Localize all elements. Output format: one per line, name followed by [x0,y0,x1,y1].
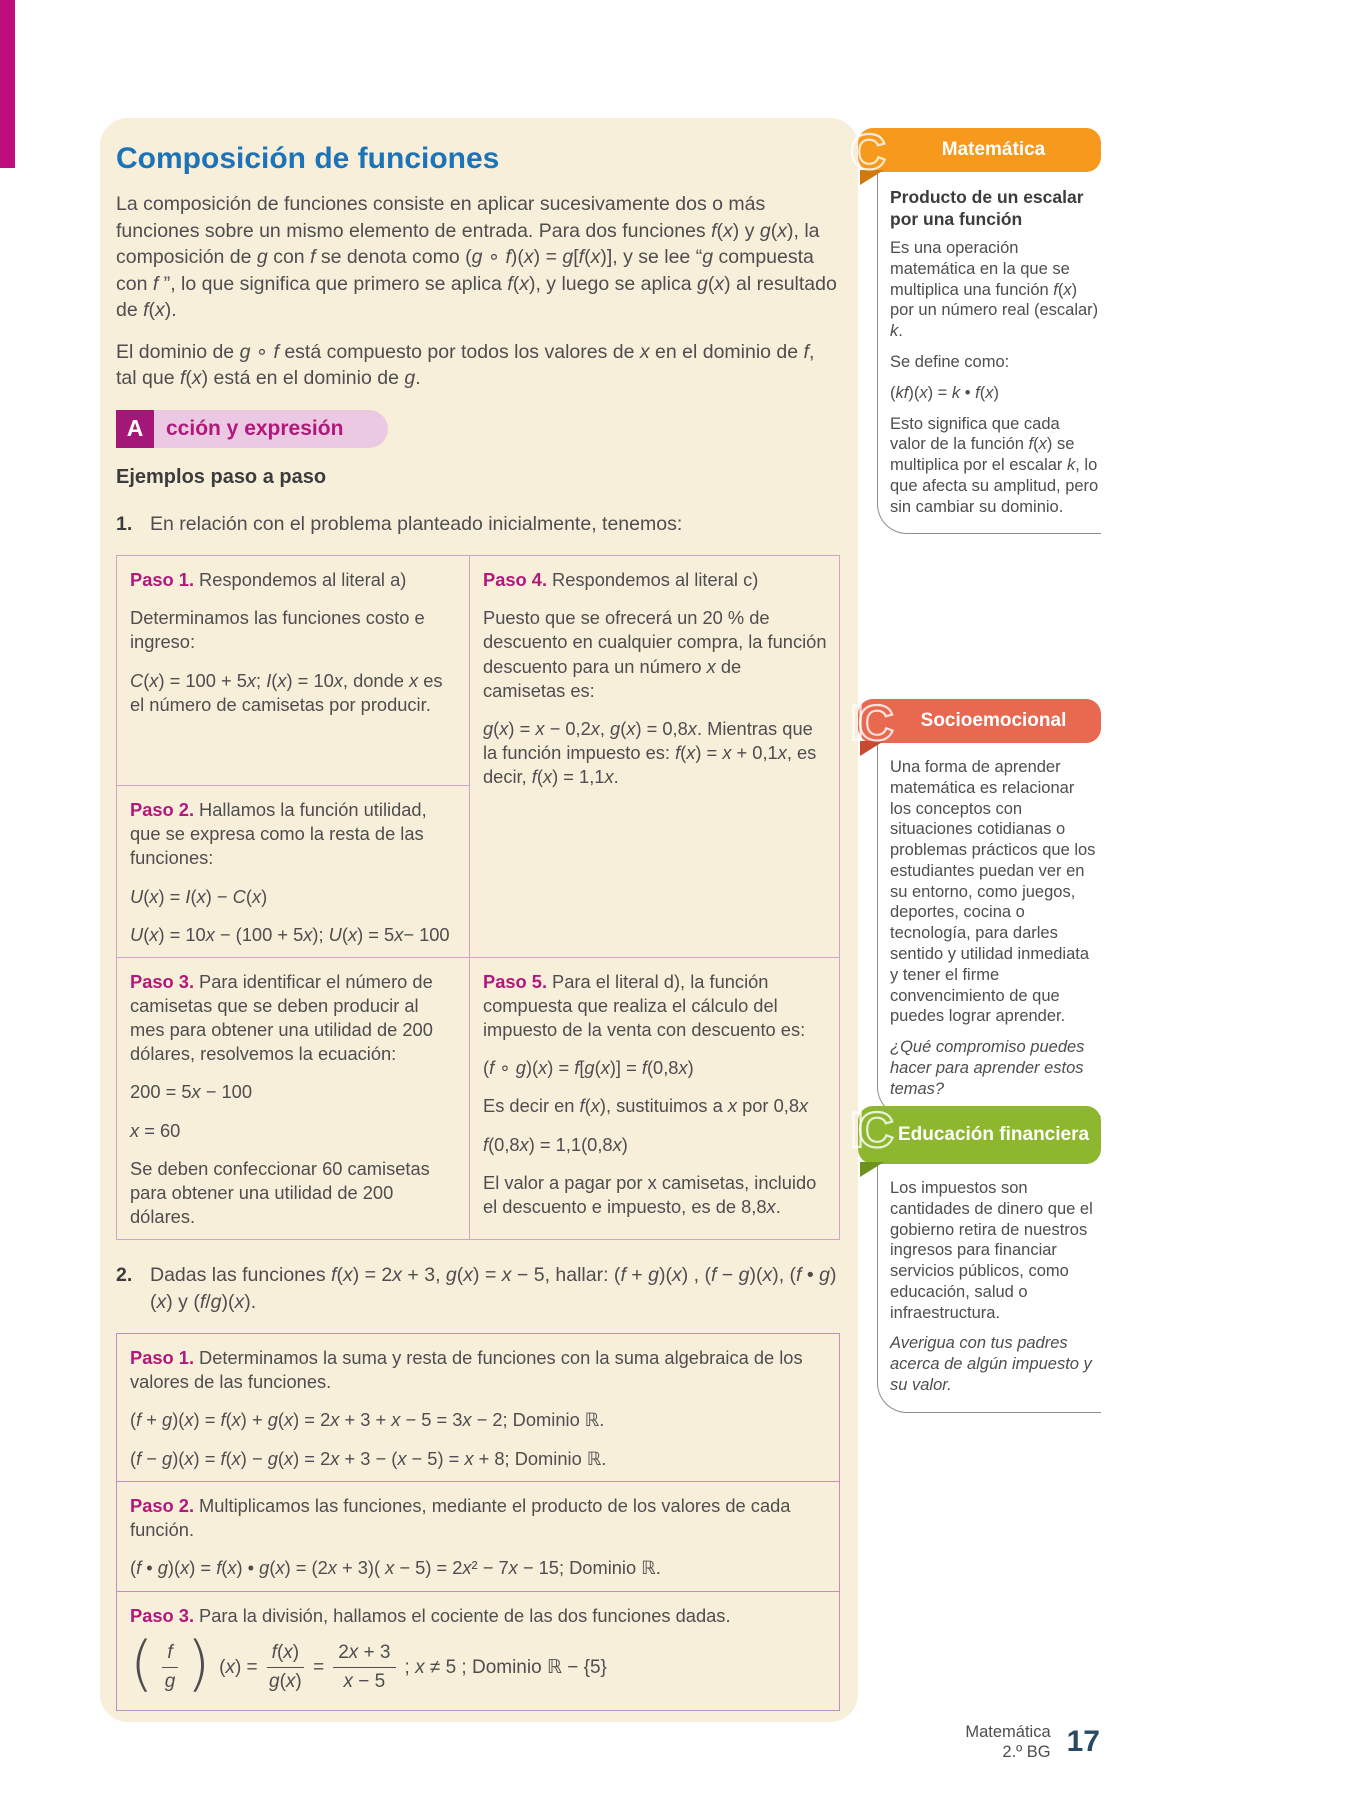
banner-label: cción y expresión [154,410,388,448]
page-number: 17 [1066,1725,1100,1759]
step-formula: (f + g)(x) = f(x) + g(x) = 2x + 3 + x − 5 = 3x − 2; Dominio ℝ. [130,1409,605,1431]
section-banner-accion-y-expresion [116,410,388,448]
numbered-item-1 [116,511,840,538]
sidebar-paragraph: Los impuestos son cantidades de dinero que el gobierno retira de nuestros ingresos para financiar servicios públicos, como educación, salud o infraestructura. [890,1179,1093,1322]
sidebar-header-socioemocional [850,695,1101,751]
step-formula: 200 = 5x − 100 [130,1081,252,1103]
fraction-argument: (x) = [219,1656,258,1678]
ribbon-fold [860,1162,884,1177]
sidebar-paragraph: Una forma de aprender matemática es relacionar los conceptos con situaciones cotidianas o problemas prácticos que los estudiantes puedan ver en su entorno, como juegos, deportes, cocina o tecnología, para darles sentido y utilidad inmediata y tener el firme convencimiento de que puedes lograr aprender. [890,758,1096,1026]
item-text: En relación con el problema planteado inicialmente, tenemos: [150,512,683,535]
sidebar-body [877,166,1101,534]
banner-initial-letter: A [116,410,154,448]
sidebar-box-matematica [850,124,1101,534]
step-formula: (f ∘ g)(x) = f[g(x)] = f(0,8x) [483,1057,694,1079]
sidebar-paragraph: Esto significa que cada valor de la función f(x) se multiplica por el escalar k, lo que afecta su amplitud, pero sin cambiar su dominio. [890,414,1099,516]
intro-paragraph-1: La composición de funciones consiste en aplicar sucesivamente dos o más funciones sobre un mismo elemento de entrada. Para dos funciones f(x) y g(x), la composición de g con f se denota como (g ∘ f)(x) = g[f(x)], y se lee “g compuesta con f ”, lo que significa que primero se aplica f(x), y luego se aplica g(x) al resultado de f(x). [116,193,837,322]
intro-paragraph-2: El dominio de g ∘ f está compuesto por todos los valores de x en el dominio de f, tal que f(x) está en el dominio de g. [116,340,815,390]
step-paragraph: El valor a pagar por x camisetas, incluido el descuento e impuesto, es de 8,8x. [483,1171,817,1217]
step-formula: (f − g)(x) = f(x) − g(x) = 2x + 3 − (x − 5) = x + 8; Dominio ℝ. [130,1447,607,1469]
ribbon-fold [860,170,884,185]
step-intro: Multiplicamos las funciones, mediante el producto de los valores de cada función. [130,1495,791,1541]
table2-row-paso-2 [117,1482,839,1591]
series-letter-icon: C [850,124,881,180]
item-text: Dadas las funciones f(x) = 2x + 3, g(x) = x − 5, hallar: (f + g)(x) , (f − g)(x), (f • g)(x) y (f/g)(x). [150,1264,837,1313]
step-label: Paso 3. [130,1604,195,1626]
table-cell-paso-5 [469,958,839,1239]
table-cell-paso-1 [117,556,469,786]
table2-row-paso-3 [117,1592,839,1710]
step-intro: Respondemos al literal a) [199,569,407,591]
sidebar-subtitle: Producto de un escalar por una función [890,187,1084,230]
main-content-panel [100,118,858,1722]
step-intro: Determinamos la suma y resta de funciones con la suma algebraica de los valores de las funciones. [130,1347,803,1393]
step-formula: C(x) = 100 + 5x; I(x) = 10x, donde x es el número de camisetas por producir. [130,669,443,715]
table-cell-paso-3 [117,958,469,1239]
examples-heading: Ejemplos paso a paso [116,465,327,488]
sidebar-header-title: Educación financiera [897,1124,1090,1146]
fraction-f-over-g: $\frac{f}{g}$ [162,1642,177,1693]
step-label: Paso 4. [483,569,548,591]
step-intro: Para identificar el número de camisetas que se deben producir al mes para obtener una utilidad de 200 dólares, resolvemos la ecuación: [130,970,433,1065]
step-intro: Respondemos al literal c) [552,569,759,591]
table2-row-paso-1 [117,1334,839,1482]
sidebar-header-matematica [850,124,1101,180]
step-intro: Hallamos la función utilidad, que se expresa como la resta de las funciones: [130,799,427,869]
footer-subject: Matemática [965,1723,1051,1741]
sidebar-header-title: Socioemocional [920,710,1067,732]
sidebar-paragraph: Se define como: [890,353,1010,371]
table-cell-paso-2 [117,786,469,958]
sidebar-header-title: Matemática [941,139,1046,161]
sidebar-note: Averigua con tus padres acerca de algún impuesto y su valor. [890,1334,1092,1395]
fraction-fx-over-gx: $\frac{f(x)}{g(x)}$ [267,1642,304,1693]
steps-table-2 [116,1333,840,1710]
step-formula: (f • g)(x) = f(x) • g(x) = (2x + 3)( x − 5) = 2x² − 7x − 15; Dominio ℝ. [130,1557,661,1579]
page-footer [860,1722,1100,1762]
page-title: Composición de funciones [116,142,500,175]
steps-table-1 [116,555,840,1240]
open-paren: ( [130,1628,154,1699]
sidebar-body [877,737,1101,1117]
sidebar-formula: (kf)(x) = k • f(x) [890,383,999,402]
footer-labels [965,1722,1050,1762]
sidebar-body [877,1158,1101,1413]
step-formula: f(0,8x) = 1,1(0,8x) [483,1133,628,1155]
sidebar-box-socioemocional [850,695,1101,1117]
step-label: Paso 1. [130,569,195,591]
step-label: Paso 2. [130,1495,195,1517]
domain-restriction: ; x ≠ 5 ; Dominio ℝ − {5} [404,1656,607,1678]
step-formula: x = 60 [130,1119,181,1141]
sidebar-question: ¿Qué compromiso puedes hacer para aprender estos temas? [890,1038,1085,1098]
sidebar-header-educacion-financiera [850,1102,1101,1164]
sidebar-paragraph: Es una operación matemática en la que se multiplica una función f(x) por un número real (escalar) k. [890,239,1099,341]
step-paragraph: Se deben confeccionar 60 camisetas para obtener una utilidad de 200 dólares. [130,1157,430,1227]
step-paragraph: Puesto que se ofrecerá un 20 % de descuento en cualquier compra, la función descuento para un número x de camisetas es: [483,607,827,701]
step-label: Paso 3. [130,970,195,992]
step-label: Paso 5. [483,970,548,992]
page-edge-accent [0,0,15,168]
item-number: 2. [116,1264,133,1287]
step-paragraph: Determinamos las funciones costo e ingreso: [130,607,425,653]
numbered-item-2 [116,1262,840,1315]
series-letters-icon: IC [850,1102,888,1158]
step-formula: U(x) = 10x − (100 + 5x); U(x) = 5x− 100 [130,923,450,945]
step-label: Paso 2. [130,799,195,821]
item-number: 1. [116,512,133,535]
sidebar-box-educacion-financiera [850,1102,1101,1413]
table-cell-paso-4 [469,556,839,958]
fraction-result: $\frac{2x + 3}{x - 5}$ [333,1642,395,1693]
equals-sign: = [313,1656,325,1678]
step-intro: Para el literal d), la función compuesta que realiza el cálculo del impuesto de la venta con descuento es: [483,970,806,1041]
ribbon-fold [860,741,884,756]
step-paragraph: Es decir en f(x), sustituimos a x por 0,8x [483,1095,809,1117]
step-formula: U(x) = I(x) − C(x) [130,885,268,907]
footer-grade: 2.º BG [1002,1743,1051,1762]
step-formula: g(x) = x − 0,2x, g(x) = 0,8x. Mientras que la función impuesto es: f(x) = x + 0,1x, es decir, f(x) = 1,1x. [483,717,817,788]
step-intro: Para la división, hallamos el cociente de las dos funciones dadas. [199,1604,731,1626]
step-label: Paso 1. [130,1347,195,1369]
series-letters-icon: IC [850,695,888,751]
close-paren: ) [186,1628,211,1699]
division-formula [130,1628,827,1699]
